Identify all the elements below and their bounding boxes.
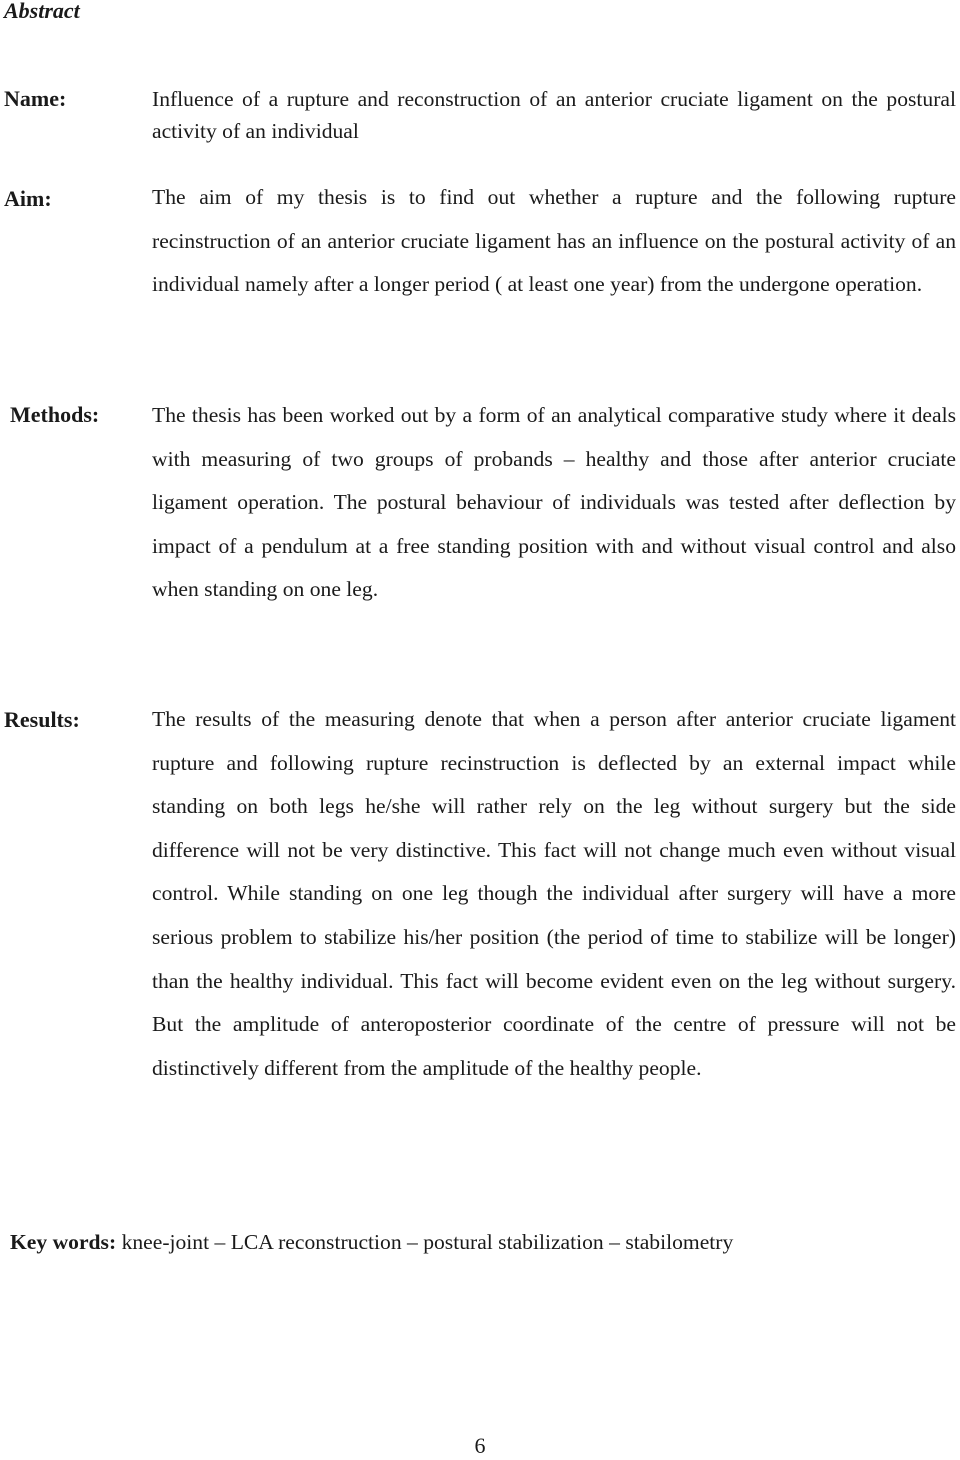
- name-label: Name:: [4, 86, 67, 111]
- name-text: Influence of a rupture and reconstruction of an anterior cruciate ligament on the postural activity of an individual: [152, 87, 956, 143]
- keywords-text: knee-joint – LCA reconstruction – postural stabilization – stabilometry: [121, 1230, 734, 1254]
- page-number: 6: [474, 1433, 486, 1458]
- aim-label: Aim:: [4, 186, 52, 211]
- methods-label: Methods:: [10, 402, 100, 427]
- methods-text: The thesis has been worked out by a form of an analytical comparative study where it deals with measuring of two groups of probands – healthy and those after anterior cruciate ligament operation. The postural behaviour of individuals was tested after deflection by impact of a pendulum at a free standing position with and without visual control and also when standing on one leg.: [152, 403, 956, 602]
- keywords-label: Key words:: [10, 1230, 117, 1254]
- aim-text: The aim of my thesis is to find out whether a rupture and the following rupture recinstruction of an anterior cruciate ligament has an influence on the postural activity of an individual namely after a longer period ( at least one year) from the undergone operation.: [152, 185, 956, 297]
- abstract-heading: Abstract: [4, 0, 80, 23]
- results-label: Results:: [4, 707, 80, 732]
- keywords-line: [10, 1226, 733, 1258]
- results-text: The results of the measuring denote that when a person after anterior cruciate ligament rupture and following rupture recinstruction is deflected by an external impact while standing on both legs he/she will rather rely on the leg without surgery but the side difference will not be very distinctive. This fact will not change much even without visual control. While standing on one leg though the individual after surgery will have a more serious problem to stabilize his/her position (the period of time to stabilize will be longer) than the healthy individual. This fact will become evident even on the leg without surgery. But the amplitude of anteroposterior coordinate of the centre of pressure will not be distinctively different from the amplitude of the healthy people.: [152, 707, 956, 1080]
